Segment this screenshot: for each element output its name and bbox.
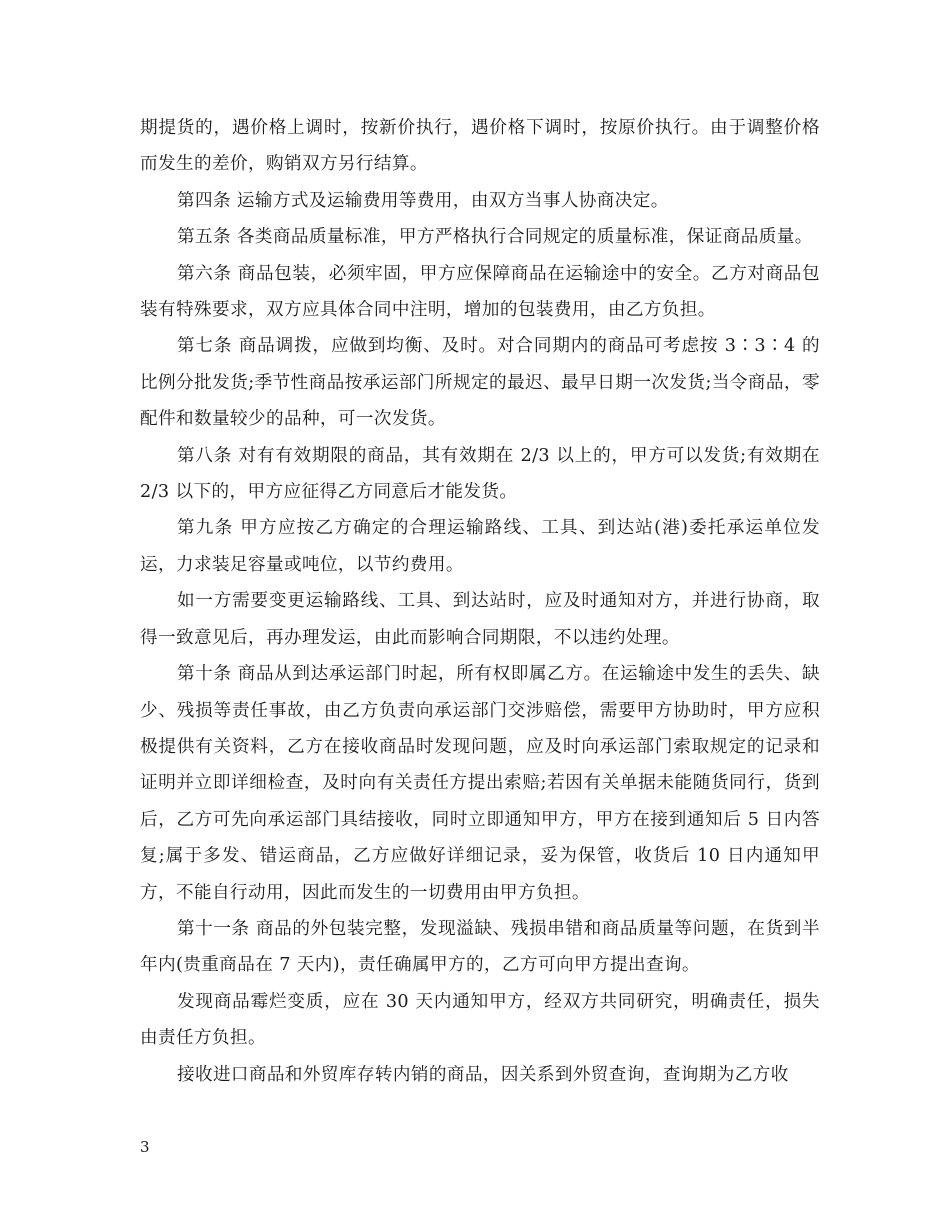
document-body <box>140 110 820 1093</box>
paragraph-article-9: 第九条 甲方应按乙方确定的合理运输路线、工具、到达站(港)委托承运单位发运，力求装足容量或吨位，以节约费用。 <box>140 518 820 575</box>
paragraph-article-6: 第六条 商品包装，必须牢固，甲方应保障商品在运输途中的安全。乙方对商品包装有特殊要求，双方应具体合同中注明，增加的包装费用，由乙方负担。 <box>140 263 820 321</box>
paragraph-article-11: 第十一条 商品的外包装完整，发现溢缺、残损串错和商品质量等问题，在货到半年内(贵重商品在 7 天内)，责任确属甲方的，乙方可向甲方提出查询。 <box>140 918 820 976</box>
page-number: 3 <box>140 1138 150 1156</box>
paragraph-article-9-change: 如一方需要变更运输路线、工具、到达站时，应及时通知对方，并进行协商，取得一致意见后，再办理发运，由此而影响合同期限，不以违约处理。 <box>140 591 820 648</box>
paragraph-article-8: 第八条 对有有效期限的商品，其有效期在 2/3 以上的，甲方可以发货;有效期在 2/3 以下的，甲方应征得乙方同意后才能发货。 <box>140 445 820 503</box>
paragraph-article-11-import: 接收进口商品和外贸库存转内销的商品，因关系到外贸查询，查询期为乙方收 <box>176 1064 789 1085</box>
paragraph-article-10: 第十条 商品从到达承运部门时起，所有权即属乙方。在运输途中发生的丢失、缺少、残损等责任事故，由乙方负责向承运部门交涉赔偿，需要甲方协助时，甲方应积极提供有关资料，乙方在接收商品时发现问题，应及时向承运部门索取规定的记录和证明并立即详细检查，及时向有关责任方提出索赔;若因有关单据未能随货同行，货到后，乙方可先向承运部门具结接收，同时立即通知甲方，甲方在接到通知后 5 日内答复;属于多发、错运商品，乙方应做好详细记录，妥为保管，收货后 10 日内通知甲方，不能自行动用，因此而发生的一切费用由甲方负担。 <box>140 664 820 903</box>
paragraph-article-5: 第五条 各类商品质量标准，甲方严格执行合同规定的质量标准，保证商品质量。 <box>176 227 813 248</box>
paragraph-article-7: 第七条 商品调拨，应做到均衡、及时。对合同期内的商品可考虑按 3∶3∶4 的比例分批发货;季节性商品按承运部门所规定的最迟、最早日期一次发货;当令商品，零配件和数量较少的品种，可一次发货。 <box>140 336 820 430</box>
paragraph-article-4: 第四条 运输方式及运输费用等费用，由双方当事人协商决定。 <box>176 190 669 211</box>
paragraph-1: 期提货的，遇价格上调时，按新价执行，遇价格下调时，按原价执行。由于调整价格而发生的差价，购销双方另行结算。 <box>140 118 820 175</box>
paragraph-article-11-mildew: 发现商品霉烂变质，应在 30 天内通知甲方，经双方共同研究，明确责任，损失由责任方负担。 <box>140 991 820 1049</box>
